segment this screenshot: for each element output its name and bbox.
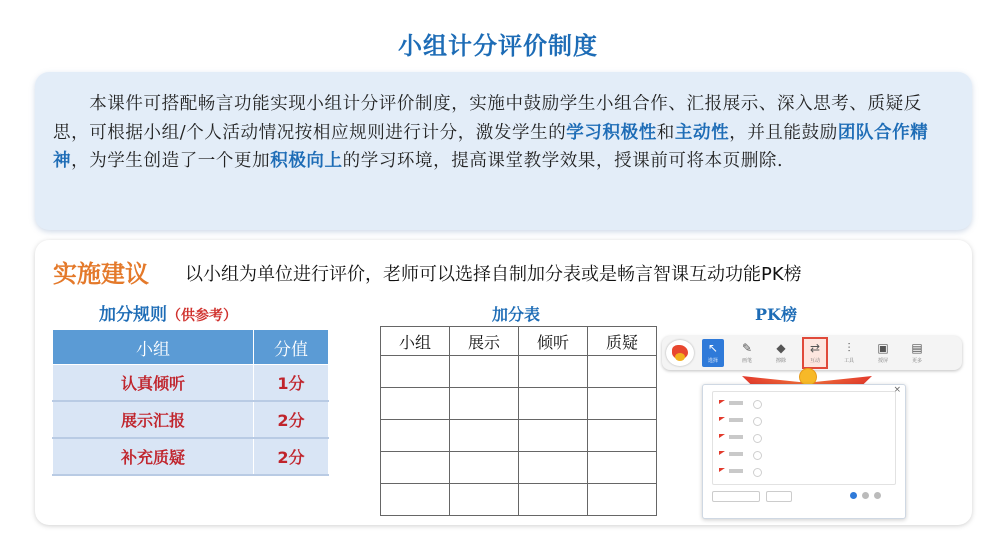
- pointer-icon-glyph: ↖: [707, 341, 719, 355]
- intro-paragraph: [53, 90, 953, 176]
- pk-list: [712, 391, 896, 485]
- pk-icon-glyph: ⇄: [809, 341, 821, 355]
- sort-select[interactable]: [712, 491, 760, 502]
- rule-score: 1分: [254, 365, 329, 402]
- score-header-present: 展示: [450, 327, 519, 356]
- close-icon[interactable]: ×: [893, 385, 901, 395]
- tool-label: 擦除: [775, 358, 786, 364]
- table-row: [53, 438, 329, 475]
- score-cell: [519, 420, 588, 452]
- score-cell: [588, 484, 657, 516]
- score-cell: [450, 420, 519, 452]
- score-cell: [588, 356, 657, 388]
- more-icon[interactable]: [906, 339, 928, 367]
- rules-title: [99, 300, 237, 325]
- pk-window: [702, 384, 906, 519]
- screen-icon-glyph: ▣: [877, 341, 889, 355]
- tool-label: 授屏: [877, 358, 888, 364]
- score-header-listen: 倾听: [519, 327, 588, 356]
- intro-highlight: 团队合作精神: [53, 122, 929, 171]
- group-name-placeholder: [729, 401, 743, 405]
- pen-icon-glyph: ✎: [741, 341, 753, 355]
- rule-name: 展示汇报: [53, 401, 254, 438]
- flag-icon: [719, 434, 725, 438]
- score-cell: [519, 484, 588, 516]
- intro-text-segment: ，并且能鼓励: [729, 122, 838, 143]
- intro-text-segment: ，为学生创造了一个更加: [71, 151, 271, 171]
- pen-icon[interactable]: [736, 339, 758, 367]
- group-name-placeholder: [729, 452, 743, 456]
- add-icon[interactable]: [850, 492, 857, 499]
- flag-icon: [719, 468, 725, 472]
- score-cell: [588, 452, 657, 484]
- tools-icon-glyph: ⫶: [847, 341, 851, 355]
- intro-box: [35, 72, 972, 230]
- score-table: [380, 326, 657, 516]
- suggestion-panel: [35, 240, 972, 525]
- score-cell: [450, 452, 519, 484]
- tool-label: 选择: [707, 358, 718, 364]
- score-cell: [450, 388, 519, 420]
- tool-label: 工具: [843, 358, 854, 364]
- intro-text-segment: 的学习环境，提高课堂教学效果，授课前可将本页删除.: [342, 151, 784, 171]
- score-cell: [381, 420, 450, 452]
- screen-icon[interactable]: [872, 339, 894, 367]
- rule-name: 补充质疑: [53, 438, 254, 475]
- score-header-question: 质疑: [588, 327, 657, 356]
- rule-score: 2分: [254, 438, 329, 475]
- pk-title: PK榜: [755, 305, 797, 324]
- score-cell: [381, 388, 450, 420]
- pk-footer: [712, 489, 894, 503]
- table-row: [381, 484, 657, 516]
- app-logo-icon: [666, 340, 694, 366]
- tools-icon[interactable]: [838, 339, 860, 367]
- flag-icon: [719, 400, 725, 404]
- score-dot: [753, 451, 762, 460]
- tool-label: 互动: [809, 358, 820, 364]
- reset-icon[interactable]: [874, 492, 881, 499]
- rule-name: 认真倾听: [53, 365, 254, 402]
- count-select[interactable]: [766, 491, 792, 502]
- more-icon-glyph: ▤: [911, 341, 923, 355]
- score-cell: [381, 452, 450, 484]
- flag-icon: [719, 417, 725, 421]
- eraser-icon-glyph: ◆: [776, 341, 786, 355]
- score-cell: [588, 420, 657, 452]
- list-item[interactable]: [719, 468, 879, 476]
- rules-table: [52, 329, 329, 476]
- settings-icon[interactable]: [862, 492, 869, 499]
- score-dot: [753, 468, 762, 477]
- table-row: [53, 365, 329, 402]
- eraser-icon[interactable]: [770, 339, 792, 367]
- score-cell: [381, 356, 450, 388]
- table-row: [53, 401, 329, 438]
- tool-label: 更多: [911, 358, 922, 364]
- list-item[interactable]: [719, 400, 879, 408]
- pk-toolbar: [662, 336, 962, 370]
- score-header-group: 小组: [381, 327, 450, 356]
- score-dot: [753, 400, 762, 409]
- group-name-placeholder: [729, 469, 743, 473]
- pk-screenshot: [662, 330, 962, 518]
- page-title: 小组计分评价制度: [398, 32, 598, 60]
- suggestion-text: 以小组为单位进行评价，老师可以选择自制加分表或是畅言智课互动功能PK榜: [185, 264, 802, 285]
- rules-title-text: 加分规则: [99, 305, 167, 325]
- table-row: [381, 388, 657, 420]
- list-item[interactable]: [719, 451, 879, 459]
- score-dot: [753, 434, 762, 443]
- group-name-placeholder: [729, 418, 743, 422]
- score-cell: [450, 484, 519, 516]
- table-row: [381, 356, 657, 388]
- intro-text-segment: 本课件可搭配畅言功能实现小组计分评价制度，实施中鼓励学生小组合作、汇报展示、深入思考、质疑反思，可根据小组/个人活动情况按相应规则进行计分，激发学生的: [53, 94, 922, 143]
- score-dot: [753, 417, 762, 426]
- list-item[interactable]: [719, 434, 879, 442]
- rules-header-group: 小组: [53, 330, 254, 365]
- table-row: [381, 420, 657, 452]
- score-cell: [519, 388, 588, 420]
- intro-highlight: 主动性: [674, 122, 730, 143]
- score-cell: [381, 484, 450, 516]
- suggestion-heading: 实施建议: [53, 260, 149, 288]
- score-cell: [588, 388, 657, 420]
- rule-score: 2分: [254, 401, 329, 438]
- pk-icon[interactable]: [804, 339, 826, 367]
- score-table-title: 加分表: [491, 305, 540, 324]
- intro-highlight: 学习积极性: [566, 122, 657, 143]
- rules-subtitle: （供参考）: [167, 308, 237, 324]
- flag-icon: [719, 451, 725, 455]
- rules-header-score: 分值: [254, 330, 329, 365]
- score-cell: [450, 356, 519, 388]
- intro-text-segment: 和: [656, 122, 675, 143]
- list-item[interactable]: [719, 417, 879, 425]
- group-name-placeholder: [729, 435, 743, 439]
- score-cell: [519, 452, 588, 484]
- intro-highlight: 积极向上: [270, 151, 343, 171]
- pointer-icon[interactable]: [702, 339, 724, 367]
- score-cell: [519, 356, 588, 388]
- tool-label: 画笔: [741, 358, 752, 364]
- table-row: [381, 452, 657, 484]
